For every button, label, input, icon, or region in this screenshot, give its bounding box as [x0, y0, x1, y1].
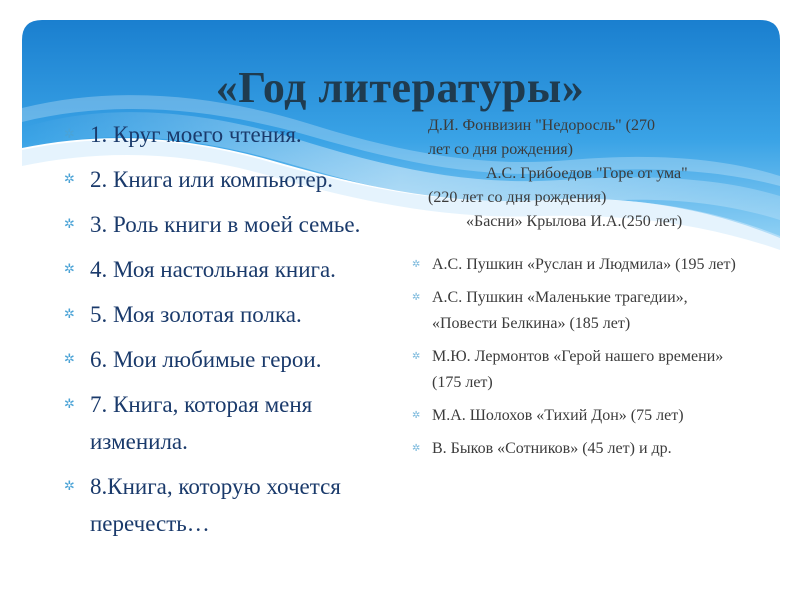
anniversary-intro	[428, 114, 748, 234]
list-item: ✲ 8.Книга, которую хочется перечесть…	[62, 468, 392, 542]
list-item: ✲ А.С. Пушкин «Руслан и Людмила» (195 лет)	[410, 252, 750, 278]
slide-title: «Год литературы»	[215, 63, 585, 112]
anniversaries-list	[410, 252, 750, 469]
list-item: ✲ М.А. Шолохов «Тихий Дон» (75 лет)	[410, 403, 750, 429]
list-item: ✲ 7. Книга, которая меня изменила.	[62, 386, 392, 460]
intro-line: «Басни» Крылова И.А.(250 лет)	[466, 213, 683, 230]
list-item: ✲ А.С. Пушкин «Маленькие трагедии», «Повести Белкина» (185 лет)	[410, 285, 750, 337]
intro-line: (220 лет со дня рождения)	[428, 189, 607, 206]
topics-list	[62, 116, 392, 550]
intro-line: А.С. Грибоедов "Горе от ума"	[486, 165, 688, 182]
intro-line: лет со дня рождения)	[428, 141, 573, 158]
intro-line: Д.И. Фонвизин "Недоросль" (270	[428, 117, 655, 134]
list-item: ✲ 4. Моя настольная книга.	[62, 251, 392, 288]
list-item: ✲ В. Быков «Сотников» (45 лет) и др.	[410, 436, 750, 462]
list-item: ✲ 3. Роль книги в моей семье.	[62, 206, 392, 243]
list-item: ✲ 2. Книга или компьютер.	[62, 161, 392, 198]
list-item: ✲ 1. Круг моего чтения.	[62, 116, 392, 153]
list-item: ✲ 6. Мои любимые герои.	[62, 341, 392, 378]
list-item: ✲ М.Ю. Лермонтов «Герой нашего времени» (175 лет)	[410, 344, 750, 396]
list-item: ✲ 5. Моя золотая полка.	[62, 296, 392, 333]
